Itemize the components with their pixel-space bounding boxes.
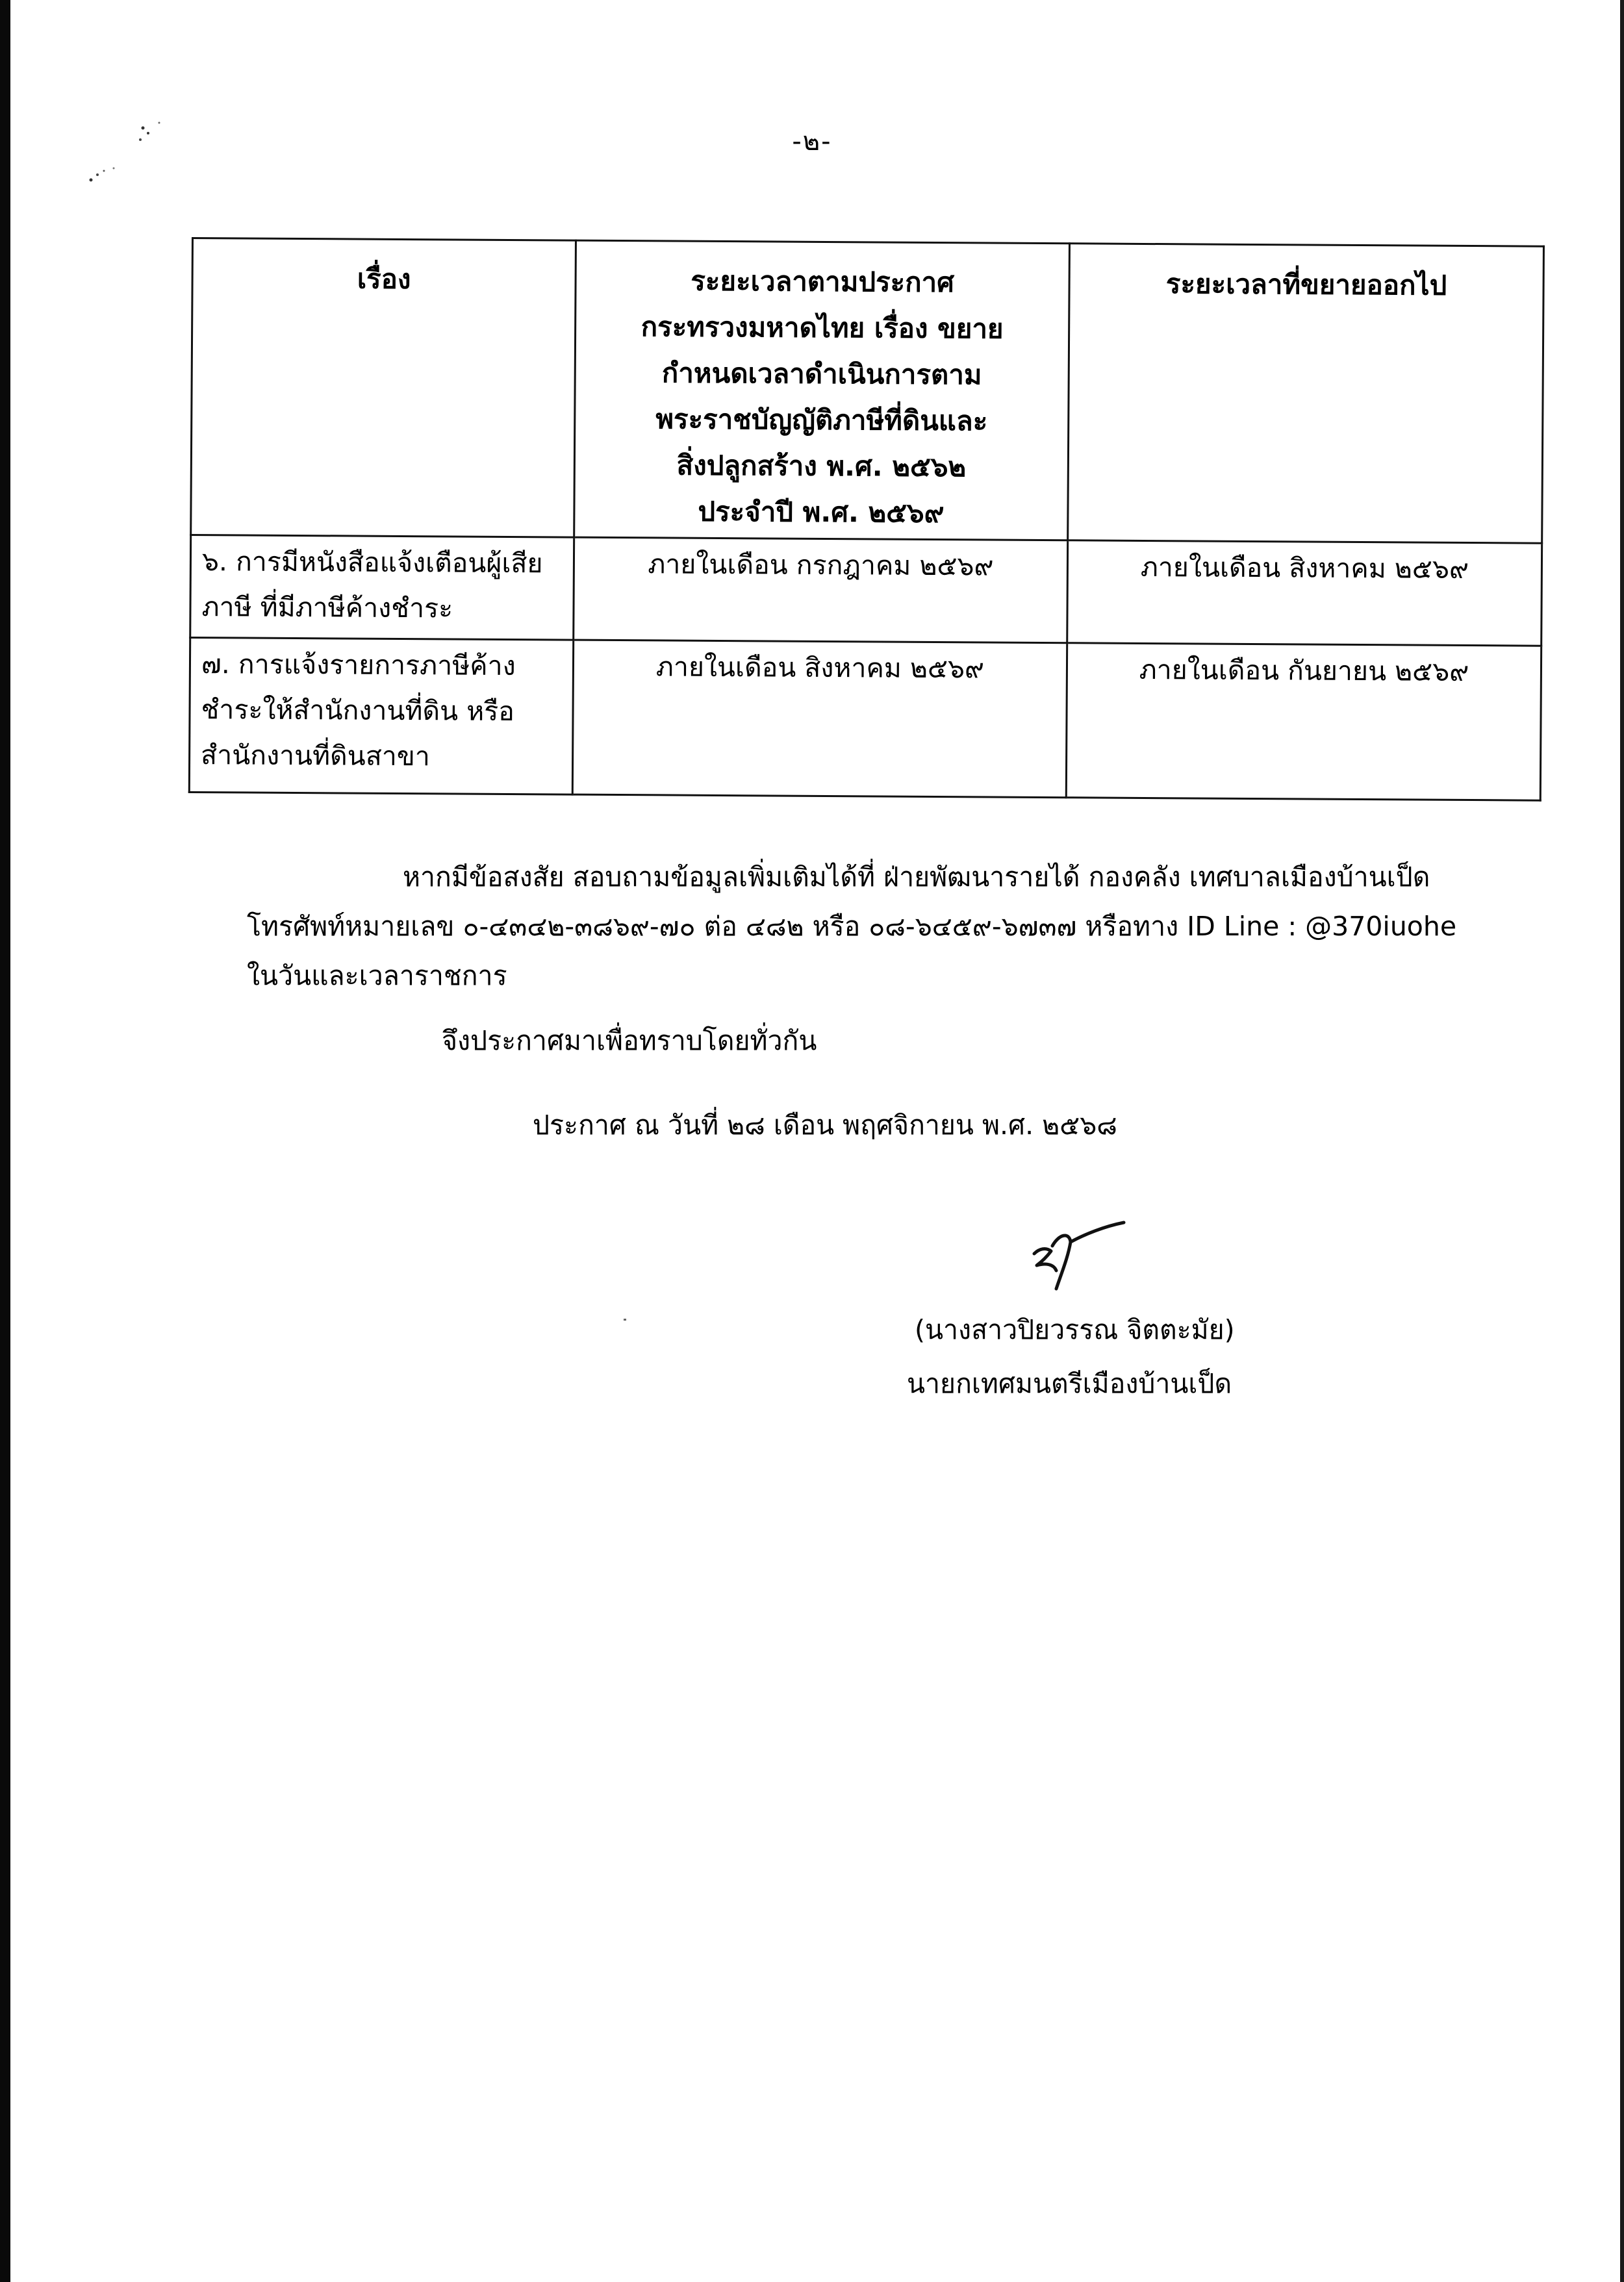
contact-line: ในวันและเวลาราชการ bbox=[247, 960, 507, 991]
cell-original-period: ภายในเดือน กรกฎาคม ๒๕๖๙ bbox=[574, 537, 1068, 643]
page-number: -๒- bbox=[792, 127, 832, 157]
table-header-row bbox=[191, 238, 1544, 544]
cell-subject: ๖. การมีหนังสือแจ้งเตือนผู้เสีย ภาษี ที่มีภาษีค้างชำระ bbox=[190, 535, 574, 640]
closing-statement: จึงประกาศมาเพื่อทราบโดยทั่วกัน bbox=[442, 1025, 817, 1056]
signer-title: นายกเทศมนตรีเมืองบ้านเป็ด bbox=[907, 1368, 1232, 1399]
table-row bbox=[190, 535, 1542, 646]
table-row bbox=[189, 637, 1541, 800]
cell-extended-period: ภายในเดือน กันยายน ๒๕๖๙ bbox=[1066, 643, 1541, 800]
scan-edge-right bbox=[1620, 0, 1624, 2282]
header-subject: เรื่อง bbox=[191, 238, 576, 538]
contact-line: หากมีข้อสงสัย สอบถามข้อมูลเพิ่มเติมได้ที่ ฝ่ายพัฒนารายได้ กองคลัง เทศบาลเมืองบ้านเป็ด bbox=[403, 861, 1430, 893]
header-extended-period: ระยะเวลาที่ขยายออกไป bbox=[1068, 244, 1544, 543]
contact-line: โทรศัพท์หมายเลข ๐-๔๓๔๒-๓๘๖๙-๗๐ ต่อ ๔๘๒ หรือ ๐๘-๖๔๕๙-๖๗๓๗ หรือทาง ID Line : @370iuohe bbox=[247, 911, 1457, 942]
scan-edge-left bbox=[0, 0, 10, 2282]
handwritten-signature bbox=[1013, 1208, 1143, 1312]
cell-original-period: ภายในเดือน สิงหาคม ๒๕๖๙ bbox=[572, 640, 1067, 798]
header-original-period: ระยะเวลาตามประกาศ กระทรวงมหาดไทย เรื่อง ขยาย กำหนดเวลาดำเนินการตาม พระราชบัญญัติภาษีที่ดินและ สิ่งปลูกสร้าง พ.ศ. ๒๕๖๒ ประจำปี พ.ศ. ๒๕๖๙ bbox=[574, 240, 1070, 540]
scan-dot bbox=[624, 1319, 626, 1321]
signer-name: (นางสาวปิยวรรณ จิตตะมัย) bbox=[915, 1314, 1235, 1345]
schedule-table bbox=[188, 237, 1545, 802]
cell-extended-period: ภายในเดือน สิงหาคม ๒๕๖๙ bbox=[1067, 540, 1542, 646]
cell-subject: ๗. การแจ้งรายการภาษีค้าง ชำระให้สำนักงานที่ดิน หรือ สำนักงานที่ดินสาขา bbox=[189, 637, 573, 794]
announcement-date: ประกาศ ณ วันที่ ๒๘ เดือน พฤศจิกายน พ.ศ. ๒๕๖๘ bbox=[533, 1109, 1117, 1141]
